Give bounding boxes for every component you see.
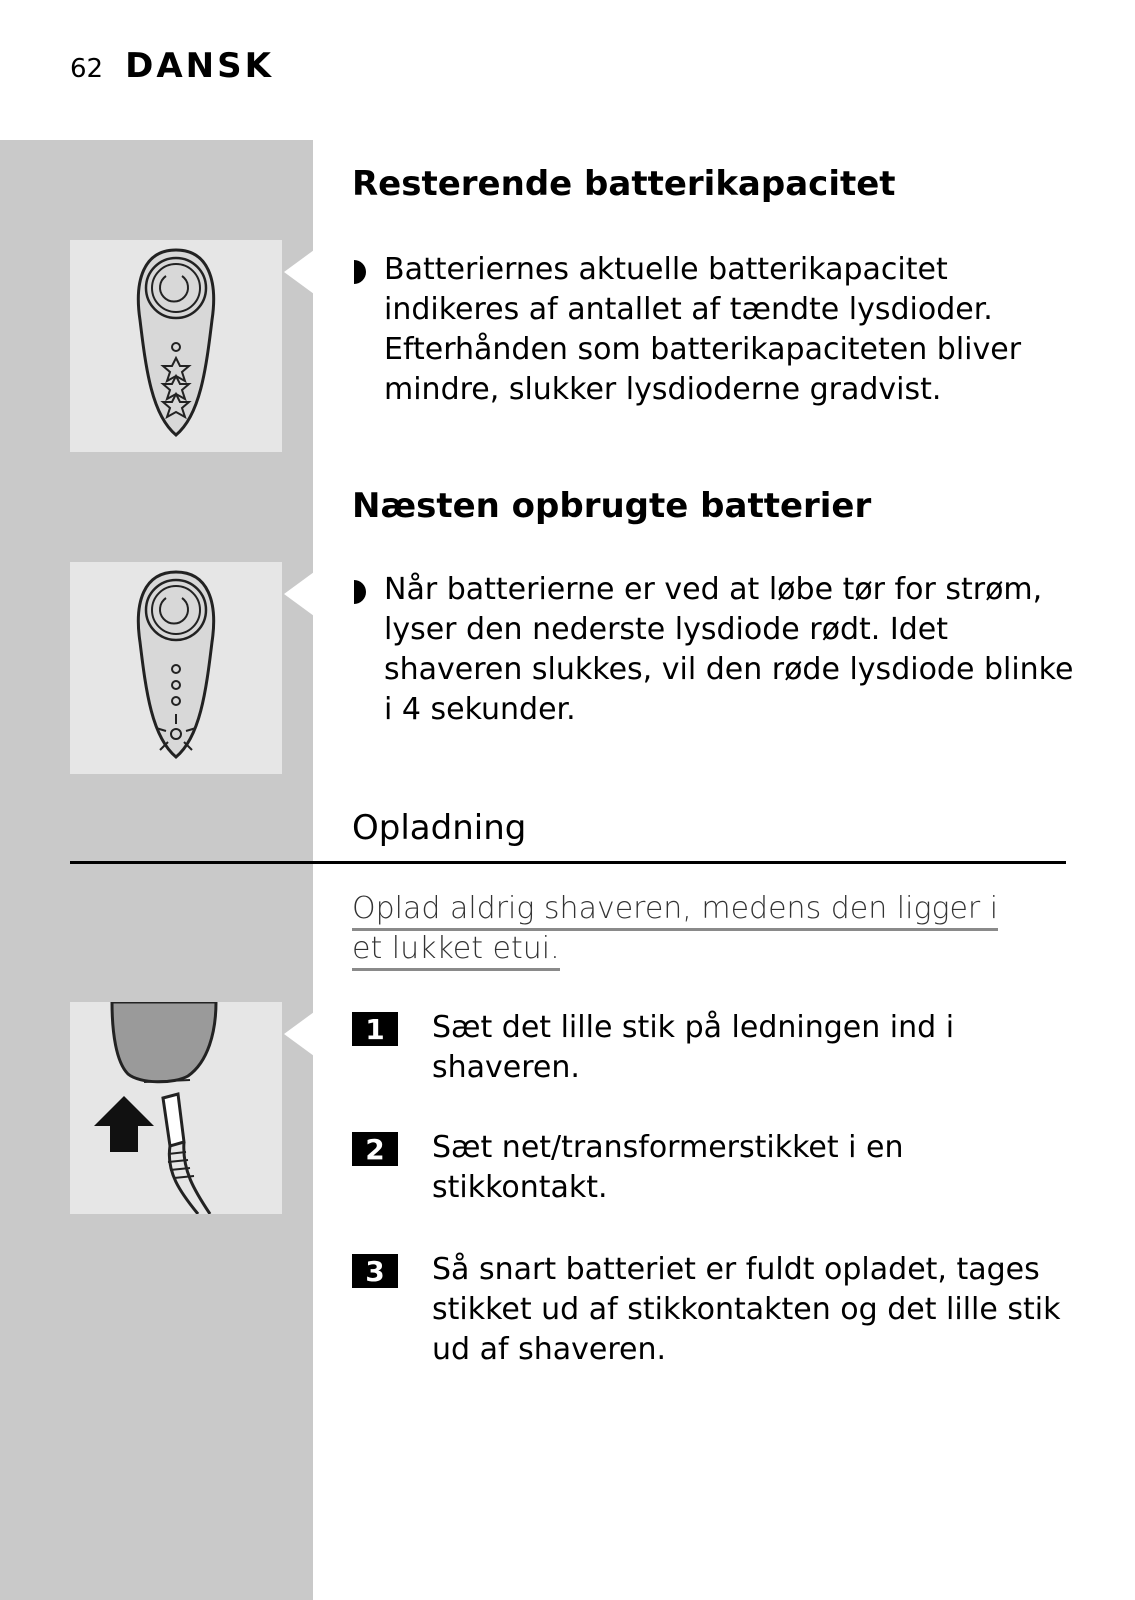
step-number: 3 [352,1254,398,1288]
section-title-nearly-empty: Næsten opbrugte batterier [352,486,872,526]
bullet-text: Batteriernes aktuelle batterikapacitet indikeres af antallet af tændte lysdioder. Efterhånden som batterikapaciteten bliver mindre, slukker lysdioderne gradvist. [384,252,1022,407]
section-title-charging: Opladning [352,808,527,848]
step-number: 1 [352,1012,398,1046]
half-circle-bullet-icon [352,258,370,286]
shaver-indicator-full-icon [70,240,282,452]
charging-warning [352,889,1002,969]
step-2 [352,1128,1082,1208]
battery-full-illustration [70,240,282,452]
half-circle-bullet-icon [352,578,370,606]
warning-text: Oplad aldrig shaveren, medens den ligger i et lukket etui. [352,891,998,971]
step-text: Sæt det lille stik på ledningen ind i shaveren. [432,1010,955,1085]
bullet-nearly-empty [352,570,1082,730]
step-text: Sæt net/transformerstikket i en stikkontakt. [432,1130,904,1205]
illustration-pointer [284,572,314,616]
step-1 [352,1008,1082,1088]
charging-illustration [70,1002,282,1214]
section-divider [70,861,1066,864]
step-text: Så snart batteriet er fuldt opladet, tages stikket ud af stikkontakten og det lille stik ud af shaveren. [432,1252,1061,1367]
illustration-pointer [284,1012,314,1056]
plug-into-shaver-icon [70,1002,282,1214]
language-label: DANSK [125,46,274,86]
page-number: 62 [70,54,104,84]
step-3 [352,1250,1082,1370]
step-number: 2 [352,1132,398,1166]
bullet-remaining-capacity [352,250,1082,410]
illustration-pointer [284,250,314,294]
battery-low-illustration [70,562,282,774]
section-title-remaining-capacity: Resterende batterikapacitet [352,164,896,204]
bullet-text: Når batterierne er ved at løbe tør for strøm, lyser den nederste lysdiode rødt. Idet shaveren slukkes, vil den røde lysdiode blinke i 4 sekunder. [384,572,1074,727]
shaver-indicator-low-icon [70,562,282,774]
page-header [70,46,274,86]
